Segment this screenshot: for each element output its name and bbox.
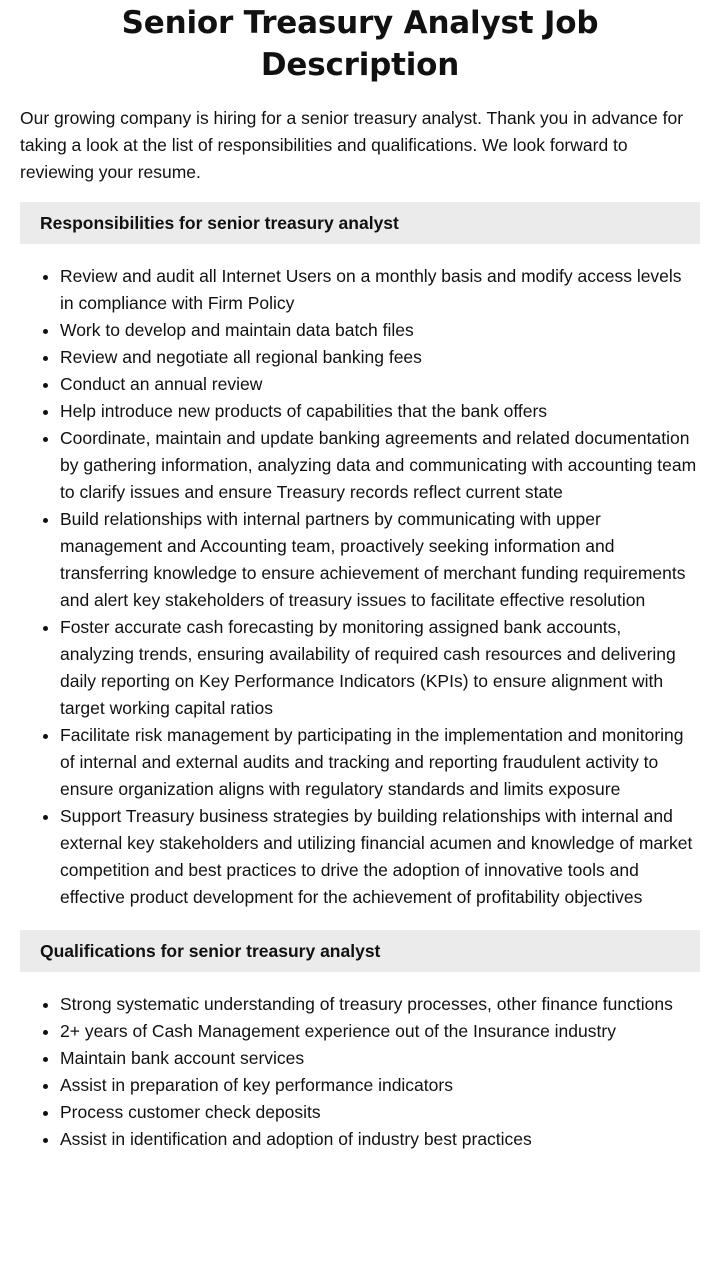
qualifications-list <box>20 991 700 1153</box>
list-item: • Review and audit all Internet Users on a monthly basis and modify access levels in compliance with Firm Policy <box>60 263 700 317</box>
list-item: • Assist in preparation of key performance indicators <box>60 1072 700 1099</box>
list-item: • Conduct an annual review <box>60 371 700 398</box>
list-item: • Work to develop and maintain data batch files <box>60 317 700 344</box>
list-item: • Help introduce new products of capabilities that the bank offers <box>60 398 700 425</box>
qualifications-heading: Qualifications for senior treasury analyst <box>20 930 700 972</box>
list-item: • Coordinate, maintain and update banking agreements and related documentation by gathering information, analyzing data and communicating with accounting team to clarify issues and ensure Treasury records reflect current state <box>60 425 700 506</box>
list-item: • Maintain bank account services <box>60 1045 700 1072</box>
list-item: • Facilitate risk management by participating in the implementation and monitoring of internal and external audits and tracking and reporting fraudulent activity to ensure organization aligns with regulatory standards and limits exposure <box>60 722 700 803</box>
list-item: • Assist in identification and adoption of industry best practices <box>60 1126 700 1153</box>
job-description-page <box>0 2 720 1153</box>
responsibilities-heading: Responsibilities for senior treasury analyst <box>20 202 700 244</box>
list-item: • Strong systematic understanding of treasury processes, other finance functions <box>60 991 700 1018</box>
list-item: • Foster accurate cash forecasting by monitoring assigned bank accounts, analyzing trends, ensuring availability of required cash resources and delivering daily reporting on Key Performance Indicators (KPIs) to ensure alignment with target working capital ratios <box>60 614 700 722</box>
list-item: • Review and negotiate all regional banking fees <box>60 344 700 371</box>
responsibilities-list <box>20 263 700 911</box>
list-item: • Process customer check deposits <box>60 1099 700 1126</box>
list-item: • 2+ years of Cash Management experience out of the Insurance industry <box>60 1018 700 1045</box>
list-item: • Build relationships with internal partners by communicating with upper management and Accounting team, proactively seeking information and transferring knowledge to ensure achievement of merchant funding requirements and alert key stakeholders of treasury issues to facilitate effective resolution <box>60 506 700 614</box>
intro-paragraph: Our growing company is hiring for a senior treasury analyst. Thank you in advance for taking a look at the list of responsibilities and qualifications. We look forward to reviewing your resume. <box>20 108 684 182</box>
page-title: Senior Treasury Analyst Job Description <box>121 5 599 83</box>
list-item: • Support Treasury business strategies by building relationships with internal and external key stakeholders and utilizing financial acumen and knowledge of market competition and best practices to drive the adoption of innovative tools and effective product development for the achievement of profitability objectives <box>60 803 700 911</box>
